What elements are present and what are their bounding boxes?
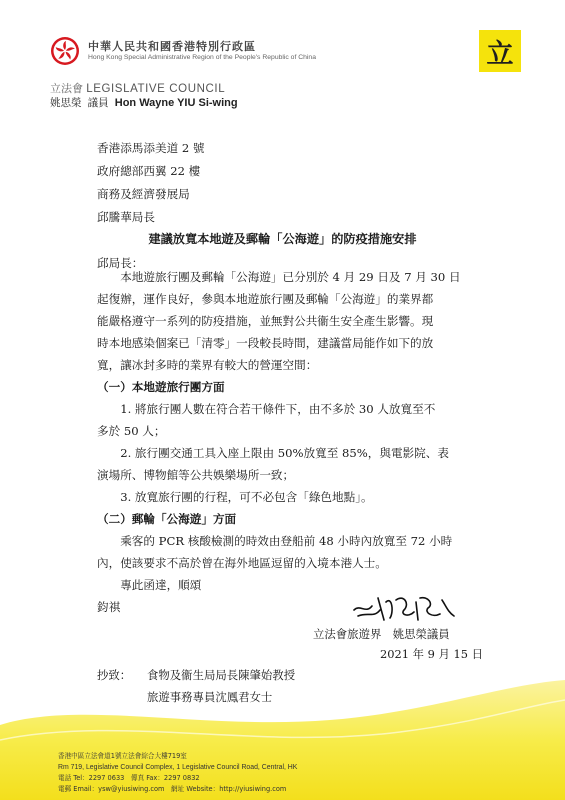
member-logo bbox=[479, 30, 521, 72]
body-line: 內，使該要求不高於曾在海外地區逗留的入境本港人士。 bbox=[97, 556, 387, 570]
body-line: 起復辦，運作良好，參與本地遊旅行團及郵輪「公海遊」的業界都 bbox=[97, 292, 434, 306]
government-name-en: Hong Kong Special Administrative Region of the People's Republic of China bbox=[88, 54, 316, 61]
logo-character: 立 bbox=[486, 38, 514, 70]
body-line: 演場所、博物館等公共娛樂場所一致； bbox=[97, 468, 295, 482]
address-line: 邱騰華局長 bbox=[97, 210, 155, 224]
council-name-cn: 立法會 bbox=[50, 82, 83, 95]
body-line: 乘客的 PCR 核酸檢測的時效由登船前 48 小時內放寬至 72 小時 bbox=[97, 534, 453, 548]
footer-contact bbox=[58, 751, 297, 795]
body-line: 2. 旅行團交通工具入座上限由 50%放寬至 85%，與電影院、表 bbox=[97, 446, 449, 460]
member-title: 議員 bbox=[87, 97, 109, 109]
body-line: 1. 將旅行團人數在符合若干條件下，由不多於 30 人放寬至不 bbox=[97, 402, 436, 416]
government-name-cn: 中華人民共和國香港特別行政區 bbox=[88, 40, 256, 53]
body-line: 3. 放寬旅行團的行程，可不必包含「綠色地點」。 bbox=[97, 490, 373, 504]
letter-title: 建議放寬本地遊及郵輪「公海遊」的防疫措施安排 bbox=[148, 232, 417, 246]
council-name-en: LEGISLATIVE COUNCIL bbox=[86, 83, 226, 95]
salutation: 邱局長： bbox=[97, 256, 144, 270]
body-line: 能嚴格遵守一系列的防疫措施，並無對公共衞生安全產生影響。現 bbox=[97, 314, 434, 328]
cc-recipient: 食物及衞生局局長陳肇始教授 bbox=[147, 668, 296, 682]
member-name-en: Hon Wayne YIU Si-wing bbox=[114, 97, 238, 109]
letter-body bbox=[97, 266, 497, 618]
footer-phone-fax: 電話 Tel：2297 0633 傳真 Fax：2297 0832 bbox=[58, 774, 200, 782]
recipient-address bbox=[97, 137, 205, 229]
closing-greeting: 鈞祺 bbox=[97, 600, 121, 614]
footer-address-en: Rm 719, Legislative Council Complex, 1 Legislative Council Road, Central, HK bbox=[58, 764, 298, 771]
section-heading-cruise: （二）郵輪「公海遊」方面 bbox=[97, 512, 237, 526]
body-line: 多於 50 人； bbox=[97, 424, 166, 438]
cc-label: 抄致： bbox=[97, 668, 132, 682]
body-line: 本地遊旅行團及郵輪「公海遊」已分別於 4 月 29 日及 7 月 30 日 bbox=[97, 270, 461, 284]
address-line: 商務及經濟發展局 bbox=[97, 187, 190, 201]
body-line: 寬，讓冰封多時的業界有較大的營運空間： bbox=[97, 358, 318, 372]
footer-email-website: 電郵 Email：ysw@yiusiwing.com 網址 Website：http://yiusiwing.com bbox=[58, 785, 287, 793]
council-heading bbox=[50, 80, 225, 96]
hksar-emblem-icon bbox=[50, 36, 80, 66]
address-line: 政府總部西翼 22 樓 bbox=[97, 164, 201, 178]
letter-date: 2021 年 9 月 15 日 bbox=[380, 647, 484, 661]
address-line: 香港添馬添美道 2 號 bbox=[97, 141, 205, 155]
footer-address-cn: 香港中區立法會道1號立法會綜合大樓719室 bbox=[58, 752, 187, 760]
member-heading bbox=[50, 95, 238, 110]
cc-recipient: 旅遊事務專員沈鳳君女士 bbox=[147, 690, 273, 704]
section-heading-local-tours: （一）本地遊旅行團方面 bbox=[97, 380, 225, 394]
member-name-cn: 姚思榮 bbox=[50, 97, 82, 109]
handwritten-signature bbox=[350, 590, 460, 625]
body-line: 時本地感染個案已「清零」一段較長時間，建議當局能作如下的放 bbox=[97, 336, 434, 350]
closing-line: 專此函達，順頌 bbox=[97, 578, 202, 592]
signer-name: 立法會旅遊界 姚思榮議員 bbox=[313, 627, 450, 641]
